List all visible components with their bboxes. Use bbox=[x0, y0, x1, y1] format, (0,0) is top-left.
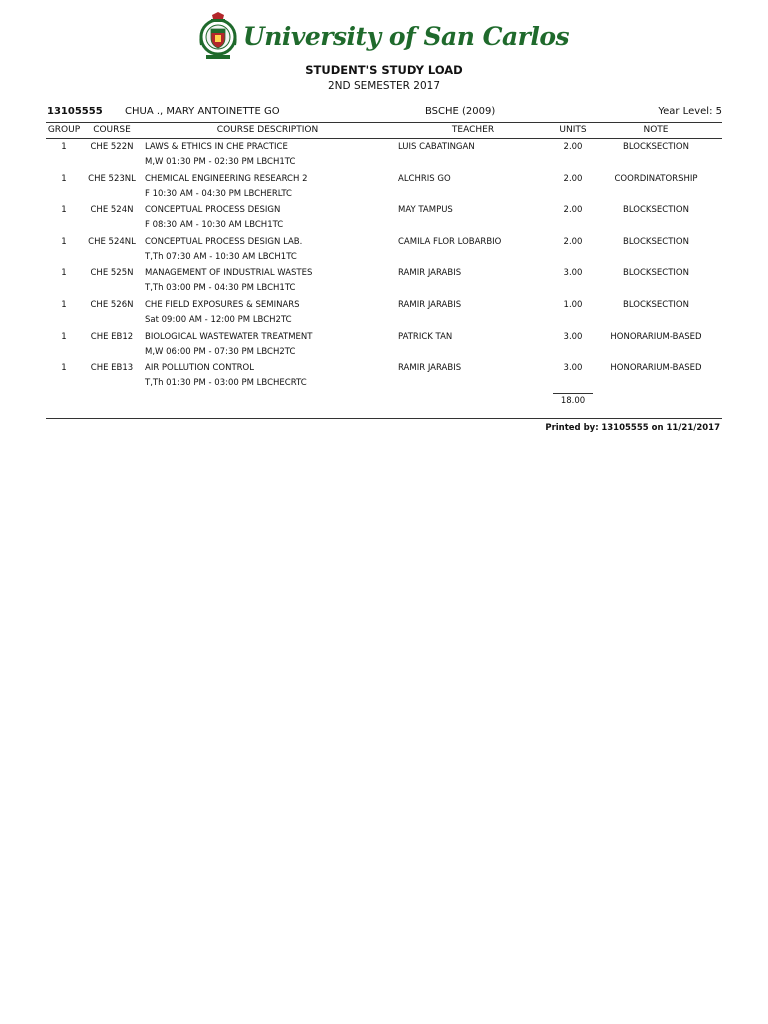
row-note: BLOCKSECTION bbox=[623, 299, 689, 310]
total-divider bbox=[553, 393, 593, 394]
row-teacher: CAMILA FLOR LOBARBIO bbox=[398, 236, 502, 247]
divider bbox=[46, 122, 722, 123]
document-title: STUDENT'S STUDY LOAD bbox=[305, 63, 463, 77]
row-teacher: RAMIR JARABIS bbox=[398, 299, 462, 310]
row-group: 1 bbox=[61, 299, 67, 310]
row-note: BLOCKSECTION bbox=[623, 236, 689, 247]
row-teacher: MAY TAMPUS bbox=[398, 205, 453, 216]
row-units: 2.00 bbox=[563, 205, 583, 216]
row-description: CHEMICAL ENGINEERING RESEARCH 2 bbox=[145, 173, 308, 184]
row-description: LAWS & ETHICS IN CHE PRACTICE bbox=[145, 142, 288, 152]
row-schedule: F 08:30 AM - 10:30 AM LBCH1TC bbox=[145, 220, 284, 231]
row-teacher: RAMIR JARABIS bbox=[398, 363, 462, 374]
row-teacher: RAMIR JARABIS bbox=[398, 268, 462, 279]
row-course: CHE 526N bbox=[90, 299, 134, 310]
column-header-note: NOTE bbox=[643, 125, 669, 135]
row-units: 1.00 bbox=[563, 299, 583, 310]
row-course: CHE 525N bbox=[90, 268, 134, 279]
row-note: BLOCKSECTION bbox=[623, 205, 689, 216]
table-row bbox=[0, 205, 768, 237]
row-course: CHE EB12 bbox=[90, 331, 134, 342]
row-description: CONCEPTUAL PROCESS DESIGN bbox=[145, 205, 281, 216]
divider bbox=[46, 418, 722, 419]
document-header bbox=[0, 10, 768, 92]
row-schedule: T,Th 03:00 PM - 04:30 PM LBCH1TC bbox=[145, 283, 296, 294]
row-schedule: M,W 01:30 PM - 02:30 PM LBCH1TC bbox=[145, 157, 296, 167]
row-group: 1 bbox=[61, 268, 67, 279]
row-units: 3.00 bbox=[563, 268, 583, 279]
column-header-course: COURSE bbox=[93, 125, 131, 135]
row-teacher: ALCHRIS GO bbox=[398, 173, 451, 184]
divider bbox=[46, 138, 722, 139]
row-description: CONCEPTUAL PROCESS DESIGN LAB. bbox=[145, 236, 303, 247]
row-units: 2.00 bbox=[563, 142, 583, 152]
column-header-group: GROUP bbox=[47, 125, 81, 135]
table-row bbox=[0, 142, 768, 174]
row-teacher: LUIS CABATINGAN bbox=[398, 142, 475, 152]
table-row bbox=[0, 300, 768, 332]
row-note: COORDINATORSHIP bbox=[614, 173, 698, 184]
row-units: 2.00 bbox=[563, 236, 583, 247]
row-schedule: T,Th 01:30 PM - 03:00 PM LBCHECRTC bbox=[145, 378, 307, 389]
row-group: 1 bbox=[61, 331, 67, 342]
row-units: 3.00 bbox=[563, 363, 583, 374]
row-units: 2.00 bbox=[563, 173, 583, 184]
study-load-table bbox=[0, 142, 768, 395]
table-row bbox=[0, 237, 768, 269]
row-group: 1 bbox=[61, 205, 67, 216]
row-schedule: Sat 09:00 AM - 12:00 PM LBCH2TC bbox=[145, 314, 292, 325]
column-header-description: COURSE DESCRIPTION bbox=[216, 125, 319, 135]
table-row bbox=[0, 174, 768, 206]
printed-by-value: 13105555 on 11/21/2017 bbox=[601, 423, 720, 433]
row-schedule: F 10:30 AM - 04:30 PM LBCHERLTC bbox=[145, 188, 292, 199]
row-schedule: M,W 06:00 PM - 07:30 PM LBCH2TC bbox=[145, 346, 296, 357]
table-header bbox=[0, 124, 768, 138]
row-description: CHE FIELD EXPOSURES & SEMINARS bbox=[145, 299, 300, 310]
row-note: BLOCKSECTION bbox=[623, 268, 689, 279]
row-description: BIOLOGICAL WASTEWATER TREATMENT bbox=[145, 331, 313, 342]
university-seal-icon bbox=[199, 11, 237, 61]
table-row bbox=[0, 268, 768, 300]
row-note: HONORARIUM-BASED bbox=[610, 363, 702, 374]
row-group: 1 bbox=[61, 236, 67, 247]
column-header-units: UNITS bbox=[559, 125, 587, 135]
row-units: 3.00 bbox=[563, 331, 583, 342]
table-row bbox=[0, 332, 768, 364]
university-name: University of San Carlos bbox=[242, 21, 570, 51]
printed-by-label: Printed by: bbox=[545, 423, 599, 433]
student-program: BSCHE (2009) bbox=[425, 106, 496, 117]
row-note: HONORARIUM-BASED bbox=[610, 331, 702, 342]
row-schedule: T,Th 07:30 AM - 10:30 AM LBCH1TC bbox=[145, 251, 297, 262]
row-course: CHE 524NL bbox=[88, 236, 136, 247]
student-id: 13105555 bbox=[47, 106, 103, 117]
row-description: AIR POLLUTION CONTROL bbox=[145, 363, 254, 374]
printed-by bbox=[545, 423, 720, 433]
student-name: CHUA ., MARY ANTOINETTE GO bbox=[125, 106, 280, 117]
student-info bbox=[47, 106, 722, 122]
row-note: BLOCKSECTION bbox=[623, 142, 689, 152]
row-course: CHE EB13 bbox=[90, 363, 134, 374]
university-brand bbox=[0, 10, 768, 62]
row-teacher: PATRICK TAN bbox=[398, 331, 453, 342]
row-course: CHE 523NL bbox=[88, 173, 136, 184]
row-description: MANAGEMENT OF INDUSTRIAL WASTES bbox=[145, 268, 313, 279]
row-course: CHE 522N bbox=[90, 142, 134, 152]
column-header-teacher: TEACHER bbox=[451, 125, 495, 135]
row-group: 1 bbox=[61, 142, 67, 152]
row-course: CHE 524N bbox=[90, 205, 134, 216]
table-row bbox=[0, 363, 768, 395]
row-group: 1 bbox=[61, 363, 67, 374]
row-group: 1 bbox=[61, 173, 67, 184]
total-units: 18.00 bbox=[560, 396, 586, 406]
semester-label: 2ND SEMESTER 2017 bbox=[327, 80, 441, 92]
year-level: Year Level: 5 bbox=[658, 106, 722, 117]
